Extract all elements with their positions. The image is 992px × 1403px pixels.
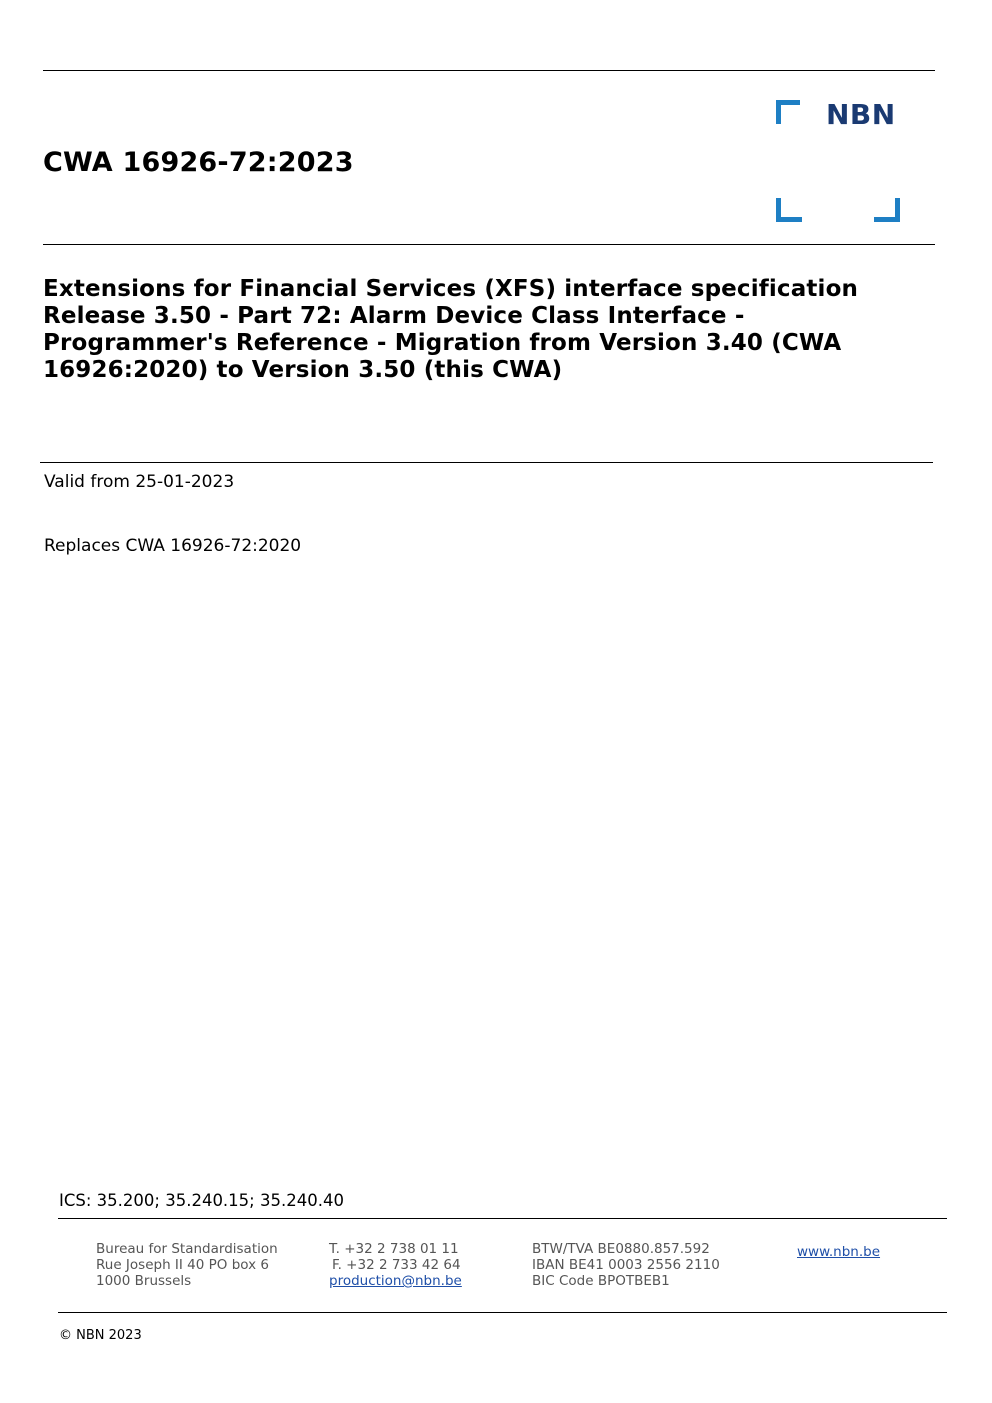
document-identifier: CWA 16926-72:2023: [43, 147, 354, 178]
footer-bottom-rule: [58, 1312, 947, 1313]
logo-wordmark: NBN: [826, 98, 896, 131]
phone-number: T. +32 2 738 01 11: [329, 1241, 459, 1257]
ics-codes: ICS: 35.200; 35.240.15; 35.240.40: [59, 1191, 344, 1210]
footer-website: [797, 1244, 880, 1260]
title-line: Extensions for Financial Services (XFS) interface specification: [43, 276, 859, 302]
website-link[interactable]: www.nbn.be: [797, 1244, 881, 1260]
header-bottom-rule: [43, 244, 935, 245]
document-title: [43, 276, 893, 384]
title-line: Programmer's Reference - Migration from Version 3.40 (CWA: [43, 330, 842, 356]
title-line: Release 3.50 - Part 72: Alarm Device Class Interface -: [43, 303, 745, 329]
header-top-rule: [43, 70, 935, 71]
footer-address: Bureau for Standardisation Rue Joseph II 40 PO box 6 1000 Brussels: [96, 1241, 278, 1289]
valid-from: Valid from 25-01-2023: [44, 472, 235, 492]
title-line: 16926:2020) to Version 3.50 (this CWA): [43, 357, 563, 383]
email-link[interactable]: production@nbn.be: [329, 1273, 462, 1289]
footer-contact: [329, 1241, 462, 1289]
copyright-notice: © NBN 2023: [59, 1328, 142, 1343]
title-rule: [40, 462, 933, 463]
footer-top-rule: [58, 1218, 947, 1219]
fax-number: F. +32 2 733 42 64: [332, 1257, 461, 1273]
nbn-logo: [776, 100, 901, 224]
footer-bank-details: BTW/TVA BE0880.857.592 IBAN BE41 0003 2556 2110 BIC Code BPOTBEB1: [532, 1241, 720, 1289]
replaces-notice: Replaces CWA 16926-72:2020: [44, 536, 302, 556]
